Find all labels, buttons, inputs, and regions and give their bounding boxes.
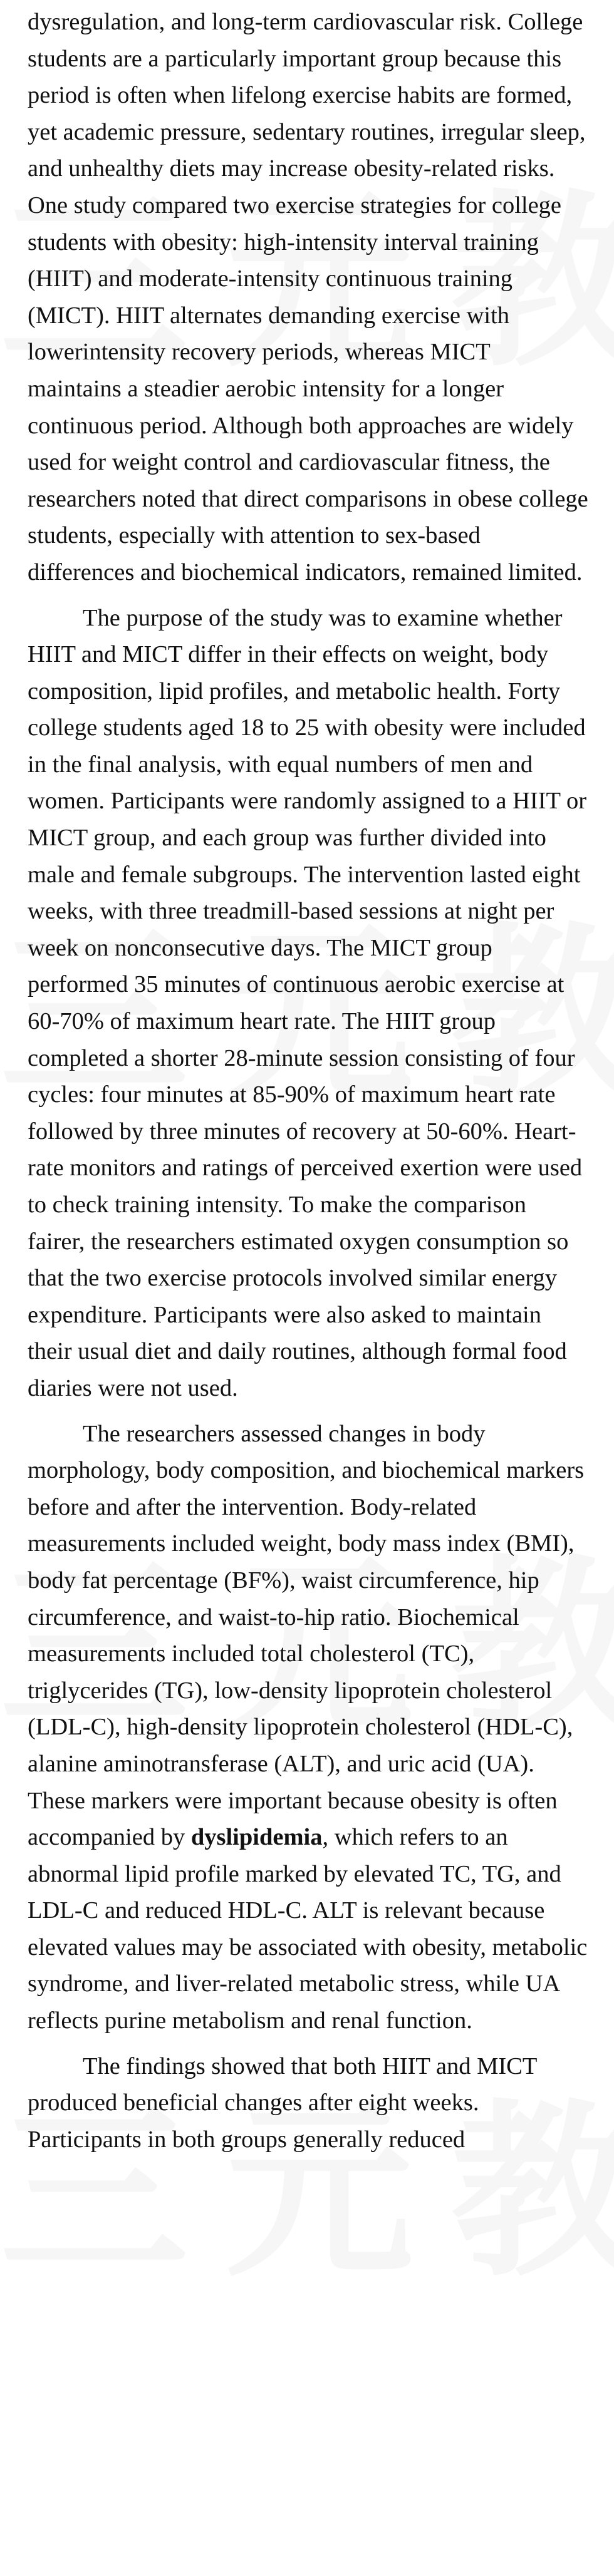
- paragraph-purpose-text: The purpose of the study was to examine whether HIIT and MICT differ in their effects on weight, body composition, lipid profiles, and metabolic health. Forty college students aged 18 to 25 with obesity were included in the final analysis, with equal numbers of men and women. Participants were randomly assigned to a HIIT or MICT group, and each group was further divided into male and female subgroups. The intervention lasted eight weeks, with three treadmill-based sessions at night per week on nonconsecutive days. The MICT group performed 35 minutes of continuous aerobic exercise at 60-70% of maximum heart rate. The HIIT group completed a shorter 28-minute session consisting of four cycles: four minutes at 85-90% of maximum heart rate followed by three minutes of recovery at 50-60%. Heart-rate monitors and ratings of perceived exertion were used to check training intensity. To make the comparison fairer, the researchers estimated oxygen consumption so that the two exercise protocols involved similar energy expenditure. Participants were also asked to maintain their usual diet and daily routines, although formal food diaries were not used.: [28, 604, 587, 1401]
- paragraph-purpose: [28, 600, 589, 1407]
- dyslipidemia-term: dyslipidemia: [190, 1824, 323, 1851]
- paragraph-intro: [28, 4, 589, 591]
- paragraph-measures: [28, 1416, 589, 2039]
- paragraph-measures-text-1: The researchers assessed changes in body morphology, body composition, and biochemical markers before and after the intervention. Body-related measurements included weight, body mass index (BMI), body fat percentage (BF%), waist circumference, hip circumference, and waist-to-hip ratio. Biochemical measurements included total cholesterol (TC), triglycerides (TG), low-density lipoprotein cholesterol (LDL-C), high-density lipoprotein cholesterol (HDL-C), alanine aminotransferase (ALT), and uric acid (UA). These markers were important because obesity is often accompanied by: [28, 1420, 585, 1851]
- paragraph-intro-text: dysregulation, and long-term cardiovascular risk. College students are a particularly important group because this period is often when lifelong exercise habits are formed, yet academic pressure, sedentary routines, irregular sleep, and unhealthy diets may increase obesity-related risks. One study compared two exercise strategies for college students with obesity: high-intensity interval training (HIIT) and moderate-intensity continuous training (MICT). HIIT alternates demanding exercise with lowerintensity recovery periods, whereas MICT maintains a steadier aerobic intensity for a longer continuous period. Although both approaches are widely used for weight control and cardiovascular fitness, the researchers noted that direct comparisons in obese college students, especially with attention to sex-based differences and biochemical indicators, remained limited.: [28, 9, 588, 585]
- paragraph-findings-text: The findings showed that both HIIT and MICT produced beneficial changes after eight weeks. Participants in both groups generally reduced: [28, 2053, 537, 2153]
- paragraph-findings: [28, 2048, 589, 2158]
- paragraph-measures-text-2: , which refers to an abnormal lipid profile marked by elevated TC, TG, and LDL-C and reduced HDL-C. ALT is relevant because elevated values may be associated with obesity, metabolic syndrome, and liver-related metabolic stress, while UA reflects purine metabolism and renal function.: [28, 1824, 588, 2034]
